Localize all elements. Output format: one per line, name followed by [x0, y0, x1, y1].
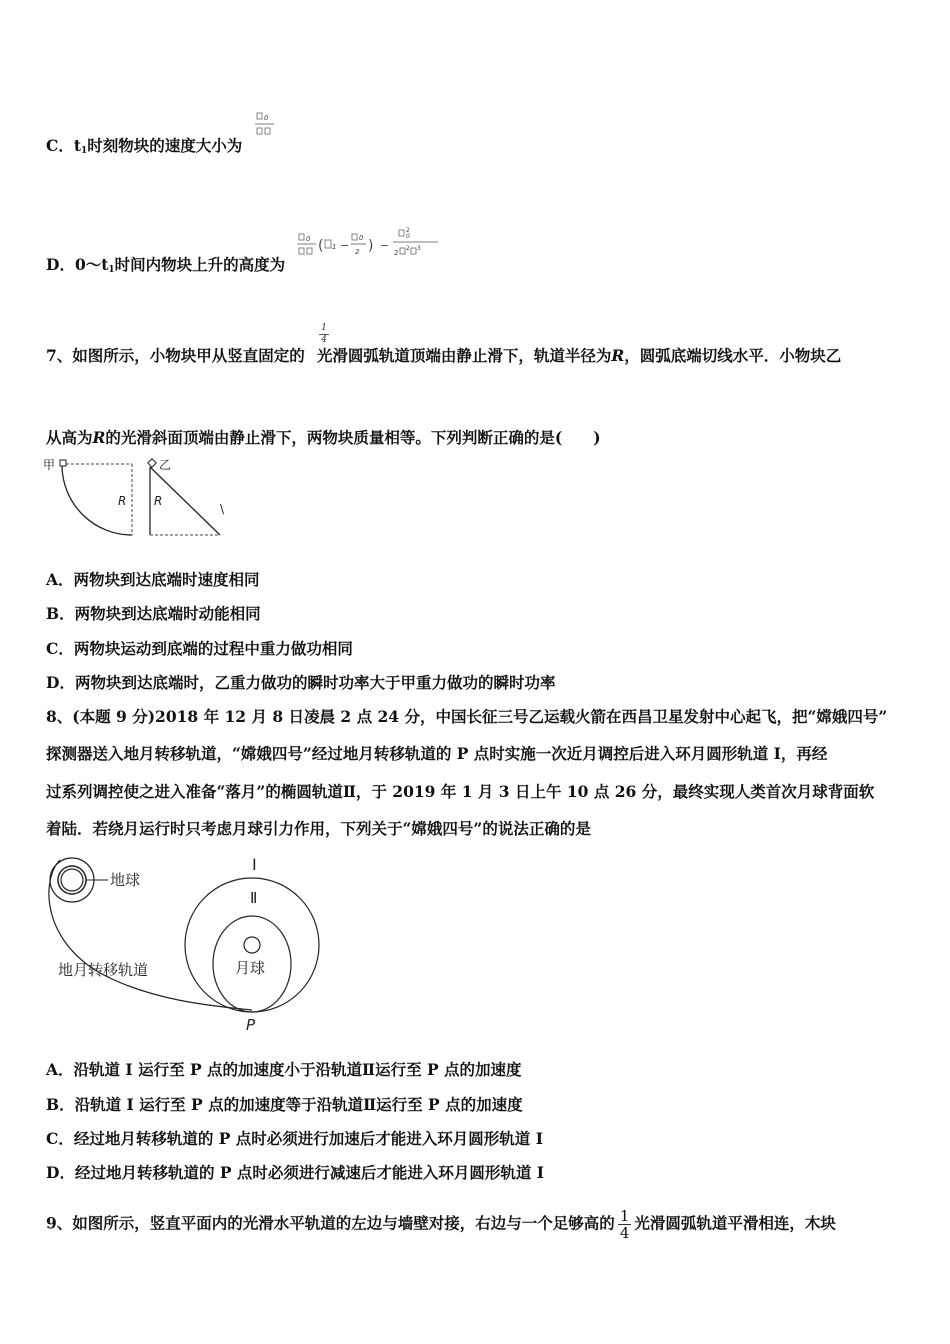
q8-text-4: 着陆．若绕月运行时只考虑月球引力作用，下列关于“嫦娥四号”的说法正确的是: [46, 819, 591, 838]
svg-text:2: 2: [406, 227, 410, 234]
option-text: 经过地月转移轨道的 P 点时必须进行减速后才能进入环月圆形轨道 I: [74, 1163, 545, 1182]
q7-option-a: [46, 570, 260, 590]
option-text: 两物块运动到底端的过程中重力做功相同: [73, 639, 353, 658]
q9-stem-line1: [46, 1208, 836, 1241]
q8-text-1: (本题 9 分)2018 年 12 月 8 日凌晨 2 点 24 分，中国长征三号乙运载火箭在西昌卫星发射中心起飞，把“嫦娥四号”: [72, 707, 888, 726]
option-text: 沿轨道 I 运行至 P 点的加速度小于沿轨道Ⅱ运行至 P 点的加速度: [73, 1060, 522, 1079]
option-text: 两物块到达底端时，乙重力做功的瞬时功率大于甲重力做功的瞬时功率: [74, 673, 556, 692]
option-text: 两物块到达底端时动能相同: [74, 604, 261, 623]
svg-text:(: (: [318, 238, 324, 254]
q8-figure: [40, 848, 340, 1038]
q7-text-5: 的光滑斜面顶端由静止滑下，两物块质量相等。下列判断正确的是( ): [105, 428, 601, 447]
q8-text-2: 探测器送入地月转移轨道，“嫦娥四号”经过地月转移轨道的 P 点时实施一次近月调控后进入环月圆形轨道 I，再经: [46, 744, 828, 763]
yi-label: 乙: [159, 458, 172, 472]
fraction-denominator: 4: [619, 1224, 630, 1242]
svg-text:−: −: [380, 239, 390, 252]
q6-option-c: [46, 136, 242, 161]
point-p-label: P: [246, 1016, 256, 1034]
svg-text:2: 2: [355, 248, 360, 256]
option-label: D．: [46, 673, 75, 692]
quarter-fraction: [618, 1208, 632, 1241]
stray-mark: \: [220, 502, 225, 516]
option-label: A．: [46, 1060, 74, 1079]
q6c-formula-image: [254, 110, 278, 140]
option-label: C．: [46, 136, 74, 155]
q7-text-4: 从高为: [46, 428, 93, 447]
option-label: D．: [46, 1163, 75, 1182]
block-yi: [148, 459, 156, 467]
svg-text:): ): [368, 238, 374, 254]
svg-text:−: −: [340, 239, 350, 252]
q8-stem-line1: [46, 707, 887, 727]
option-text: 两物块到达底端时速度相同: [73, 570, 260, 589]
q6-option-d: [46, 255, 285, 280]
q8-stem-line2: [46, 744, 827, 764]
svg-text:0: 0: [406, 233, 410, 240]
fraction-denominator: 4: [321, 335, 327, 345]
svg-text:1: 1: [332, 243, 337, 251]
q7-option-d: [46, 673, 555, 693]
moon-label: 月球: [235, 959, 266, 977]
earth-label: 地球: [110, 871, 141, 889]
t-symbol: t: [73, 136, 82, 155]
option-label: A．: [46, 570, 74, 589]
svg-text:0: 0: [264, 114, 269, 122]
moon-circle: [244, 937, 260, 953]
jia-label: 甲: [43, 458, 56, 472]
svg-text:0: 0: [359, 234, 364, 242]
q8-option-a: [46, 1060, 522, 1080]
q7-option-c: [46, 639, 353, 659]
subscript: 1: [108, 265, 115, 275]
orbit-ii-label: Ⅱ: [250, 889, 258, 907]
fraction-numerator: 1: [619, 1207, 630, 1225]
question-number: 9、: [46, 1213, 73, 1233]
r-label-1: R: [118, 494, 127, 508]
option-text: 时间内物块上升的高度为: [114, 255, 286, 274]
option-label: C．: [46, 1129, 74, 1148]
svg-text:2: 2: [394, 249, 399, 257]
block-jia: [60, 460, 66, 466]
q8-text-3: 过系列调控使之进入准备“落月”的椭圆轨道Ⅱ，于 2019 年 1 月 3 日上午 10 点 26 分，最终实现人类首次月球背面软: [46, 782, 875, 801]
radius-symbol: R: [611, 346, 625, 365]
option-label: D．: [46, 255, 75, 274]
q7-text-3: ，圆弧底端切线水平．小物块乙: [624, 346, 842, 365]
option-text: 沿轨道 I 运行至 P 点的加速度等于沿轨道Ⅱ运行至 P 点的加速度: [74, 1095, 523, 1114]
r-label-2: R: [154, 494, 163, 508]
q6d-formula-image: [296, 226, 446, 262]
question-number: 7、: [46, 346, 73, 365]
svg-text:0: 0: [306, 235, 311, 243]
svg-text:2: 2: [406, 245, 410, 252]
q9-text-2: 光滑圆弧轨道平滑相连，木块: [634, 1213, 836, 1233]
q8-option-c: [46, 1129, 543, 1149]
q8-option-b: [46, 1095, 523, 1115]
option-label: B．: [46, 604, 75, 623]
option-label: C．: [46, 639, 74, 658]
earth-circle: [58, 866, 86, 894]
q8-option-d: [46, 1163, 544, 1183]
earth-inner: [61, 869, 83, 891]
q7-quarter-fraction: [319, 323, 329, 346]
subscript: 1: [81, 146, 88, 156]
question-number: 8、: [46, 707, 73, 726]
orbit-i-label: I: [252, 855, 257, 874]
height-symbol: R: [92, 428, 106, 447]
transfer-orbit-label: 地月转移轨道: [58, 961, 149, 979]
option-label: B．: [46, 1095, 75, 1114]
q7-stem-line1: [46, 346, 841, 366]
q9-text-1: 如图所示，竖直平面内的光滑水平轨道的左边与墙壁对接，右边与一个足够高的: [72, 1213, 615, 1233]
fraction-numerator: 1: [319, 323, 329, 335]
q7-option-b: [46, 604, 261, 624]
q7-stem-line2: [46, 428, 601, 448]
svg-text:3: 3: [417, 245, 421, 252]
q7-figure: [40, 455, 240, 541]
option-text: 经过地月转移轨道的 P 点时必须进行加速后才能进入环月圆形轨道 I: [73, 1129, 543, 1148]
q8-stem-line3: [46, 782, 874, 802]
option-text: 时刻物块的速度大小为: [87, 136, 243, 155]
q7-text-2: 光滑圆弧轨道顶端由静止滑下，轨道半径为: [316, 346, 612, 365]
q8-stem-line4: [46, 819, 591, 839]
time-range: 0～t: [74, 255, 109, 274]
q7-text-1: 如图所示，小物块甲从竖直固定的: [72, 346, 305, 365]
